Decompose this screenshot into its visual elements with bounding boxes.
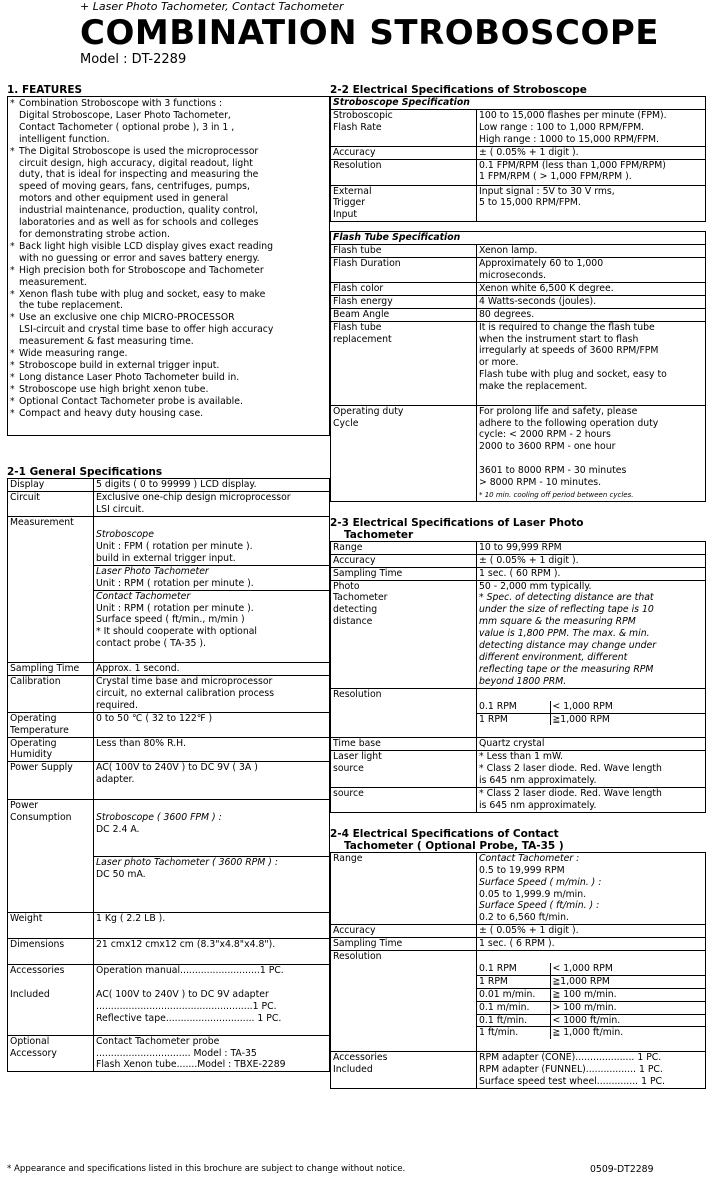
spec-key: Beam Angle <box>331 308 477 321</box>
bullet-star-icon: * <box>10 264 15 276</box>
general-spec-table <box>7 478 330 1072</box>
spec-subtitle: Stroboscope ( 3600 FPM ) : <box>96 812 222 824</box>
table-row <box>331 567 706 580</box>
spec-value: 0 to 50 ℃ ( 32 to 122℉ ) <box>94 712 330 737</box>
resolution-range: < 1,000 RPM <box>550 701 705 713</box>
table-row <box>331 925 706 938</box>
spec-value: Xenon lamp. <box>477 245 706 258</box>
table-row <box>331 580 706 688</box>
table-row <box>8 1035 330 1072</box>
spec-key: Optional Accessory <box>8 1035 94 1072</box>
spec-value <box>94 517 330 663</box>
table-row <box>8 663 330 676</box>
spec-key: Weight <box>8 913 94 939</box>
feature-text: The Digital Stroboscope is used the microprocessor circuit design, high accuracy, digital readout, light duty, that is ideal for inspecting and measuring the speed of moving gears, fans, centrifuges, pumps, motors and other equipment used in general industrial maintenance, production, quality control, laboratories and as well as for schools and colleges for demonstrating strobe action. <box>19 145 259 240</box>
resolution-row <box>477 1027 705 1039</box>
table-row <box>331 541 706 554</box>
feature-item <box>10 146 327 241</box>
spec-value: Exclusive one-chip design microprocessor LSI circuit. <box>94 492 330 517</box>
table-row <box>8 675 330 712</box>
footer-note: * Appearance and specifications listed in this brochure are subject to change without notice. <box>7 1164 406 1174</box>
table-row <box>331 738 706 751</box>
spec-subvalue: 50 - 2,000 mm typically. <box>479 580 592 592</box>
right-column <box>330 84 706 1089</box>
features-title: 1. FEATURES <box>7 84 83 96</box>
spec-subvalue: 0.05 to 1,999.9 m/min. <box>479 888 587 900</box>
feature-item <box>10 396 327 408</box>
bullet-star-icon: * <box>10 407 15 419</box>
table-row <box>8 492 330 517</box>
spec-key: Sampling Time <box>8 663 94 676</box>
table-row <box>331 282 706 295</box>
table-row <box>331 688 706 738</box>
table-row <box>331 321 706 405</box>
resolution-step: 0.1 RPM <box>477 701 550 713</box>
spec-key: Calibration <box>8 675 94 712</box>
resolution-row <box>477 713 705 725</box>
feature-item <box>10 372 327 384</box>
feature-item <box>10 384 327 396</box>
resolution-step: 1 RPM <box>477 975 550 988</box>
feature-text: Use an exclusive one chip MICRO-PROCESSOR LSI-circuit and crystal time base to offer high accuracy measurement & fast measuring time. <box>19 312 274 348</box>
table-row <box>331 295 706 308</box>
spec-value: 10 to 99,999 RPM <box>477 541 706 554</box>
feature-item <box>10 241 327 265</box>
table-row <box>8 762 330 800</box>
spec-key: Accessories Included <box>8 965 94 1036</box>
resolution-range: ≧1,000 RPM <box>550 975 705 988</box>
spec-value: Approximately 60 to 1,000 microseconds. <box>477 258 706 283</box>
accessory-line: Operation manual...........................1 PC. <box>96 965 284 977</box>
spec-value: 5 digits ( 0 to 99999 ) LCD display. <box>94 479 330 492</box>
spec-key: Time base <box>331 738 477 751</box>
spec-key: Flash energy <box>331 295 477 308</box>
model-number: Model : DT-2289 <box>80 52 187 67</box>
spec-key: Operating Humidity <box>8 737 94 762</box>
resolution-step: 0.1 RPM <box>477 963 550 975</box>
table-row <box>331 109 706 146</box>
features-box <box>7 96 330 436</box>
spec-subtitle: Surface Speed ( ft/min. ) : <box>479 900 600 912</box>
laser-spec-title-line2: Tachometer <box>344 528 414 541</box>
spec-value: ± ( 0.05% + 1 digit ). <box>477 146 706 159</box>
spec-value: 100 to 15,000 flashes per minute (FPM). Low range : 100 to 1,000 RPM/FPM. High range : 1000 to 15,000 RPM/FPM. <box>477 109 706 146</box>
table-row <box>8 800 330 913</box>
spec-key: External Trigger Input <box>331 185 477 222</box>
spec-key: Flash Duration <box>331 258 477 283</box>
table-row <box>331 1052 706 1089</box>
general-spec-title: 2-1 General Specifications <box>7 466 163 479</box>
spec-value: RPM adapter (CONE).................... 1 PC. RPM adapter (FUNNEL)................. 1 PC. Surface speed test wheel.............. 1 PC. <box>477 1052 706 1089</box>
spec-value: Crystal time base and microprocessor circuit, no external calibration process required. <box>94 675 330 712</box>
accessory-line: AC( 100V to 240V ) to DC 9V adapter .....................................................1 PC. Reflective tape.............................. 1 PC. <box>96 988 282 1024</box>
spec-value: 1 sec. ( 60 RPM ). <box>477 567 706 580</box>
subtitle: + Laser Photo Tachometer, Contact Tachometer <box>80 0 344 13</box>
spec-key: Resolution <box>331 951 477 1052</box>
spec-key: Range <box>331 852 477 924</box>
spec-key: Power Consumption <box>8 800 94 913</box>
bullet-star-icon: * <box>10 312 15 324</box>
contact-spec-title-line2: Tachometer ( Optional Probe, TA-35 ) <box>344 839 564 852</box>
spec-key: Accuracy <box>331 146 477 159</box>
table-row <box>331 159 706 185</box>
spec-value: Approx. 1 second. <box>94 663 330 676</box>
spec-value: 21 cmx12 cmx12 cm (8.3"x4.8"x4.8"). <box>94 939 330 965</box>
spec-subvalue: DC 50 mA. <box>96 868 146 880</box>
spec-value <box>94 800 330 913</box>
spec-subtitle: Contact Tachometer : <box>479 852 580 864</box>
contact-spec-table <box>330 852 706 1089</box>
spec-subtitle: Contact Tachometer <box>96 590 191 602</box>
spec-subtitle: Flash Tube Specification <box>331 232 706 245</box>
spec-value: 80 degrees. <box>477 308 706 321</box>
table-row <box>331 146 706 159</box>
table-row <box>331 751 706 788</box>
spec-value <box>477 951 706 1052</box>
spec-value <box>477 852 706 924</box>
feature-text: Compact and heavy duty housing case. <box>19 407 204 419</box>
feature-text: Back light high visible LCD display gives exact reading with no guessing or error and saves battery energy. <box>19 240 274 264</box>
spec-key: Photo Tachometer detecting distance <box>331 580 477 688</box>
spec-value: It is required to change the flash tube when the instrument start to flash irregularly at speeds of 3600 RPM/FPM or more. Flash tube with plug and socket, easy to make the replacement. <box>477 321 706 405</box>
bullet-star-icon: * <box>10 395 15 407</box>
table-row <box>331 308 706 321</box>
contact-spec-title: 2-4 Electrical Specifications of Contact <box>330 827 559 840</box>
resolution-row <box>477 1014 705 1027</box>
bullet-star-icon: * <box>10 348 15 360</box>
resolution-row <box>477 963 705 975</box>
spec-key: Dimensions <box>8 939 94 965</box>
table-row <box>8 479 330 492</box>
table-row <box>331 232 706 245</box>
table-row <box>331 951 706 1052</box>
table-row <box>331 938 706 951</box>
bullet-star-icon: * <box>10 288 15 300</box>
resolution-row <box>477 975 705 988</box>
bullet-star-icon: * <box>10 359 15 371</box>
spec-note: * Spec. of detecting distance are that under the size of reflecting tape is 10 mm square & the measuring RPM value is 1,800 PPM. The max. & min. detecting distance may change under different environment, different reflecting tape or the measuring RPM beyond 1800 PRM. <box>479 592 657 687</box>
bullet-star-icon: * <box>10 383 15 395</box>
spec-key: Accuracy <box>331 554 477 567</box>
spec-subvalue: 0.5 to 19,999 RPM <box>479 864 565 876</box>
spec-value: Xenon white 6,500 K degree. <box>477 282 706 295</box>
spec-key: Sampling Time <box>331 938 477 951</box>
feature-text: Long distance Laser Photo Tachometer build in. <box>19 371 240 383</box>
spec-value: * Class 2 laser diode. Red. Wave length is 645 nm approximately. <box>477 787 706 812</box>
resolution-row <box>477 701 705 713</box>
spec-value: Less than 80% R.H. <box>94 737 330 762</box>
table-row <box>8 517 330 663</box>
spec-value: 0.1 FPM/RPM (less than 1,000 FPM/RPM) 1 FPM/RPM ( > 1,000 FPM/RPM ). <box>477 159 706 185</box>
resolution-step: 1 ft/min. <box>477 1027 550 1039</box>
feature-text: Xenon flash tube with plug and socket, easy to make the tube replacement. <box>19 288 266 312</box>
spec-value: * Less than 1 mW. * Class 2 laser diode. Red. Wave length is 645 nm approximately. <box>477 751 706 788</box>
spec-key: Operating Temperature <box>8 712 94 737</box>
duty-cycle-text: For prolong life and safety, please adhere to the following operation duty cycle: < 2000 RPM - 2 hours 2000 to 3600 RPM - one hour 3601 to 8000 RPM - 30 minutes > 8000 RPM - 10 minutes. <box>479 405 659 489</box>
spec-value: ± ( 0.05% + 1 digit ). <box>477 554 706 567</box>
table-row <box>8 712 330 737</box>
spec-key: Laser light source <box>331 751 477 788</box>
table-row <box>331 245 706 258</box>
table-row <box>331 258 706 283</box>
feature-text: Combination Stroboscope with 3 functions : Digital Stroboscope, Laser Photo Tachometer, Contact Tachometer ( optional probe ), 3 in 1 , intelligent function. <box>19 98 235 145</box>
resolution-range: ≧ 100 m/min. <box>550 988 705 1001</box>
left-column <box>7 84 330 1072</box>
spec-key: Circuit <box>8 492 94 517</box>
spec-key: Sampling Time <box>331 567 477 580</box>
spec-key: Flash tube replacement <box>331 321 477 405</box>
spec-subtitle: Laser Photo Tachometer <box>96 565 209 577</box>
resolution-range: ≧ 1,000 ft/min. <box>552 1027 624 1039</box>
spec-value: 4 Watts-seconds (joules). <box>477 295 706 308</box>
duty-note: * 10 min. cooling off period between cycles. <box>479 490 634 499</box>
spec-key: Stroboscopic Flash Rate <box>331 109 477 146</box>
table-row <box>331 185 706 222</box>
spec-value: Input signal : 5V to 30 V rms, 5 to 15,000 RPM/FPM. <box>477 185 706 222</box>
resolution-range: < 1000 ft/min. <box>550 1014 705 1027</box>
feature-item <box>10 408 327 420</box>
spec-value <box>477 405 706 501</box>
table-row <box>331 852 706 924</box>
bullet-star-icon: * <box>10 240 15 252</box>
spec-value: Quartz crystal <box>477 738 706 751</box>
spec-key: Flash color <box>331 282 477 295</box>
table-row <box>331 787 706 812</box>
resolution-step: 0.01 m/min. <box>477 988 550 1001</box>
bullet-star-icon: * <box>10 98 15 109</box>
header <box>80 0 659 68</box>
spec-subtitle: Surface Speed ( m/min. ) : <box>479 876 602 888</box>
spec-key: Power Supply <box>8 762 94 800</box>
spec-subtitle: Laser photo Tachometer ( 3600 RPM ) : <box>96 856 278 868</box>
spec-value <box>94 965 330 1036</box>
spec-value <box>477 580 706 688</box>
feature-text: Wide measuring range. <box>19 348 128 360</box>
resolution-range: ≧1,000 RPM <box>552 713 610 725</box>
resolution-step: 0.1 m/min. <box>477 1001 550 1014</box>
feature-text: Stroboscope use high bright xenon tube. <box>19 383 209 395</box>
spec-key: Accuracy <box>331 925 477 938</box>
table-row <box>8 965 330 1036</box>
spec-key: Measurement <box>8 517 94 663</box>
spec-key: Range <box>331 541 477 554</box>
feature-item <box>10 312 327 348</box>
table-row <box>8 939 330 965</box>
resolution-range: > 100 m/min. <box>550 1001 705 1014</box>
spec-value <box>477 688 706 738</box>
spec-key: Resolution <box>331 688 477 738</box>
laser-spec-table <box>330 541 706 813</box>
flash-spec-table <box>330 231 706 502</box>
bullet-star-icon: * <box>10 145 15 157</box>
spec-subvalue: Unit : RPM ( rotation per minute ). Surface speed ( ft/min., m/min ) * It should cooperate with optional contact probe ( TA-35 ). <box>96 602 258 650</box>
document-code: 0509-DT2289 <box>590 1164 654 1175</box>
resolution-step: 0.1 ft/min. <box>477 1014 550 1027</box>
spec-value: ± ( 0.05% + 1 digit ). <box>477 925 706 938</box>
feature-item <box>10 289 327 313</box>
strobe-spec-table <box>330 96 706 222</box>
strobe-spec-title: 2-2 Electrical Specifications of Stroboscope <box>330 84 587 96</box>
table-row <box>331 97 706 110</box>
spec-key: source <box>331 787 477 812</box>
resolution-row <box>477 988 705 1001</box>
table-row <box>8 737 330 762</box>
laser-spec-title: 2-3 Electrical Specifications of Laser Photo <box>330 516 584 529</box>
spec-key: Flash tube <box>331 245 477 258</box>
spec-value: Contact Tachometer probe ................................ Model : TA-35 Flash Xenon tube.......Model : TBXE-2289 <box>94 1035 330 1072</box>
feature-item <box>10 98 327 146</box>
page-title: COMBINATION STROBOSCOPE <box>80 13 659 53</box>
resolution-range: < 1,000 RPM <box>550 963 705 975</box>
spec-subtitle: Stroboscope Specification <box>331 97 706 110</box>
spec-subvalue: Unit : RPM ( rotation per minute ). <box>96 577 254 589</box>
feature-text: Optional Contact Tachometer probe is available. <box>19 395 243 407</box>
spec-subtitle: Stroboscope <box>96 529 154 541</box>
bullet-star-icon: * <box>10 371 15 383</box>
resolution-step: 1 RPM <box>477 713 550 725</box>
spec-key: Display <box>8 479 94 492</box>
table-row <box>331 554 706 567</box>
feature-item <box>10 360 327 372</box>
spec-key: Operating duty Cycle <box>331 405 477 501</box>
spec-key: Resolution <box>331 159 477 185</box>
spec-value: AC( 100V to 240V ) to DC 9V ( 3A ) adapter. <box>94 762 330 800</box>
table-row <box>8 913 330 939</box>
table-row <box>331 405 706 501</box>
spec-subvalue: 0.2 to 6,560 ft/min. <box>479 912 569 924</box>
feature-text: High precision both for Stroboscope and Tachometer measurement. <box>19 264 264 288</box>
feature-item <box>10 265 327 289</box>
feature-item <box>10 348 327 360</box>
spec-value: 1 Kg ( 2.2 LB ). <box>94 913 330 939</box>
feature-text: Stroboscope build in external trigger input. <box>19 359 220 371</box>
spec-key: Accessories Included <box>331 1052 477 1089</box>
spec-value: 1 sec. ( 6 RPM ). <box>477 938 706 951</box>
spec-subvalue: Unit : FPM ( rotation per minute ). build in external trigger input. <box>96 541 253 564</box>
resolution-row <box>477 1001 705 1014</box>
spec-subvalue: DC 2.4 A. <box>96 824 140 836</box>
